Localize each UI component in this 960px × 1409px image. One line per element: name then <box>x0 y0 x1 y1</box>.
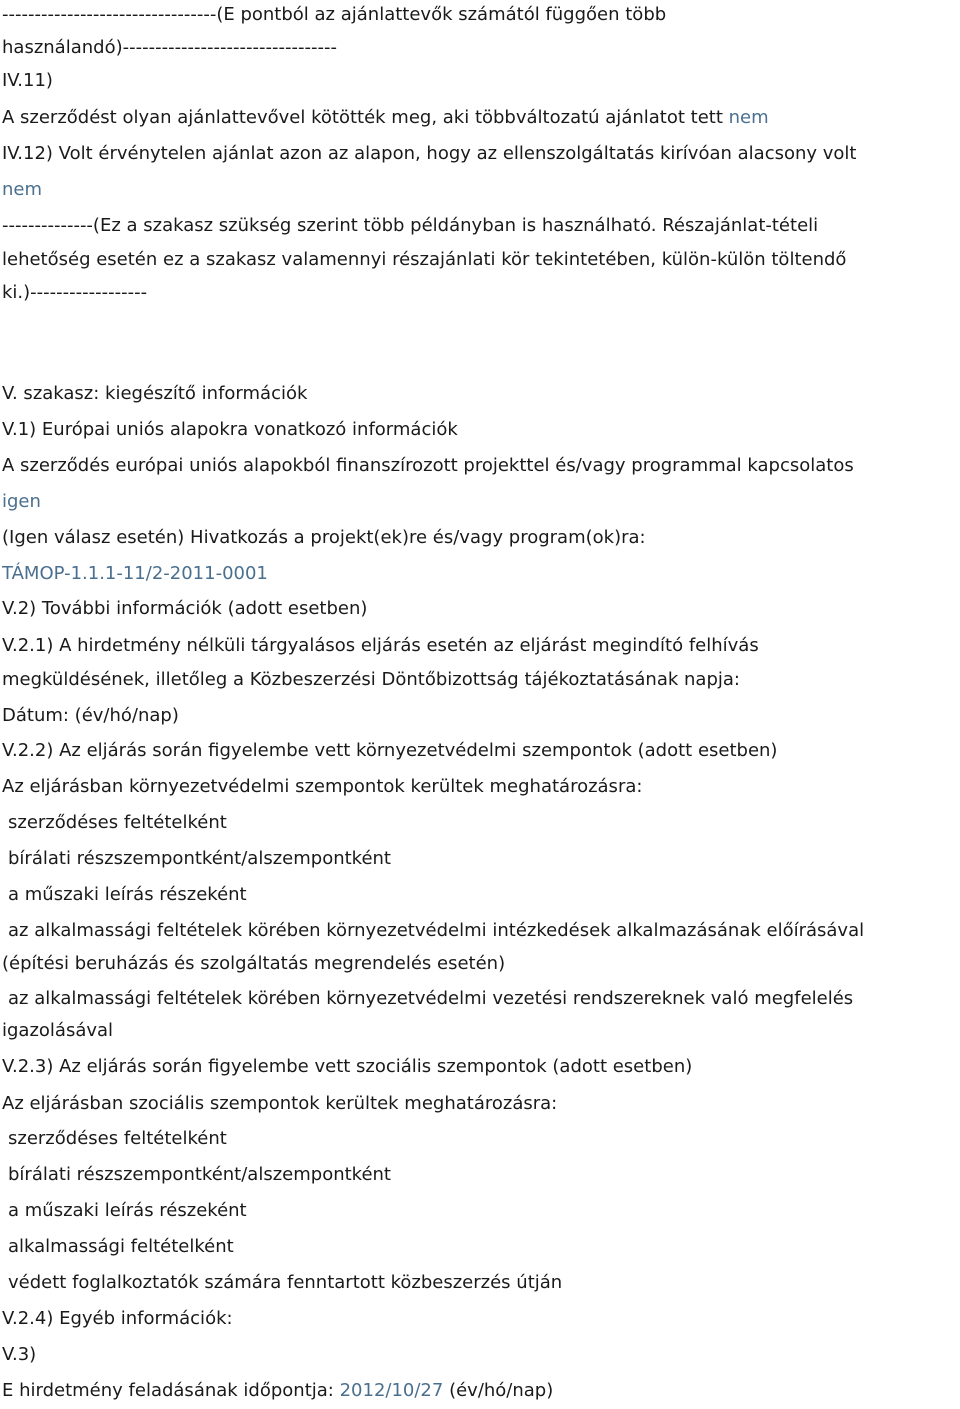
social-option-sheltered-workshops: védett foglalkoztatók számára fenntartott közbeszerzés útján <box>8 1272 563 1293</box>
social-option-evaluation-subcriterion: bírálati részszempontként/alszempontként <box>8 1164 391 1185</box>
dispatch-date-label: E hirdetmény feladásának időpontja: <box>2 1380 340 1401</box>
separator-text: ---------------------------------(E pontból az ajánlattevők számától függően több <box>2 4 667 25</box>
env-option-suitability-measures: az alkalmassági feltételek körében környezetvédelmi intézkedések alkalmazásának előírásával <box>8 920 865 941</box>
social-criteria-label: Az eljárásban szociális szempontok kerültek meghatározásra: <box>2 1093 558 1114</box>
section-iv-12-answer: nem <box>2 179 43 200</box>
section-iv-12-question: IV.12) Volt érvénytelen ajánlat azon az alapon, hogy az ellenszolgáltatás kirívóan alacsony volt <box>2 143 857 164</box>
note-line-1: --------------(Ez a szakasz szükség szerint több példányban is használható. Részajánlat-tételi <box>2 215 819 236</box>
note-line-2: lehetőség esetén ez a szakasz valamennyi részajánlati kör tekintetében, külön-külön töltendő <box>2 249 847 270</box>
social-option-contract-condition: szerződéses feltételként <box>8 1128 227 1149</box>
project-reference-value: TÁMOP-1.1.1-11/2-2011-0001 <box>2 563 268 584</box>
eu-funds-answer: igen <box>2 491 41 512</box>
env-option-suitability-measures-cont: (építési beruházás és szolgáltatás megrendelés esetén) <box>2 953 506 974</box>
separator-text: használandó)--------------------------------- <box>2 37 337 58</box>
section-v21-line-1: V.2.1) A hirdetmény nélküli tárgyalásos eljárás esetén az eljárást megindító felhívás <box>2 635 759 656</box>
variant-offer-answer: nem <box>728 107 769 128</box>
section-v1-heading: V.1) Európai uniós alapokra vonatkozó információk <box>2 419 458 440</box>
env-option-management-systems-cont: igazolásával <box>2 1020 114 1041</box>
section-v2-heading: V.2) További információk (adott esetben) <box>2 598 368 619</box>
separator-line-multi-contract <box>2 4 666 26</box>
social-option-technical-spec: a műszaki leírás részeként <box>8 1200 247 1221</box>
env-option-contract-condition: szerződéses feltételként <box>8 812 227 833</box>
env-option-technical-spec: a műszaki leírás részeként <box>8 884 247 905</box>
section-v23-heading: V.2.3) Az eljárás során figyelembe vett szociális szempontok (adott esetben) <box>2 1056 693 1077</box>
dispatch-date-format: (év/hó/nap) <box>443 1380 554 1401</box>
section-iv-11-heading: IV.11) <box>2 70 53 91</box>
variant-offer-row <box>2 107 769 129</box>
note-line-3: ki.)------------------ <box>2 282 148 303</box>
dispatch-date-row <box>2 1380 553 1402</box>
env-option-evaluation-subcriterion: bírálati részszempontként/alszempontként <box>8 848 391 869</box>
date-label: Dátum: (év/hó/nap) <box>2 705 179 726</box>
section-v24-heading: V.2.4) Egyéb információk: <box>2 1308 233 1329</box>
section-v21-line-2: megküldésének, illetőleg a Közbeszerzési Döntőbizottság tájékoztatásának napja: <box>2 669 740 690</box>
section-v3-heading: V.3) <box>2 1344 37 1365</box>
environmental-criteria-label: Az eljárásban környezetvédelmi szempontok kerültek meghatározásra: <box>2 776 643 797</box>
section-v22-heading: V.2.2) Az eljárás során figyelembe vett környezetvédelmi szempontok (adott esetben) <box>2 740 778 761</box>
env-option-management-systems: az alkalmassági feltételek körében környezetvédelmi vezetési rendszereknek való megfelelés <box>8 988 854 1009</box>
eu-funds-question: A szerződés európai uniós alapokból finanszírozott projekttel és/vagy programmal kapcsolatos <box>2 455 854 476</box>
variant-offer-question: A szerződést olyan ajánlattevővel kötötték meg, aki többváltozatú ajánlatot tett <box>2 107 729 128</box>
social-option-suitability: alkalmassági feltételként <box>8 1236 234 1257</box>
separator-line-end <box>2 37 337 59</box>
project-reference-label: (Igen válasz esetén) Hivatkozás a projekt(ek)re és/vagy program(ok)ra: <box>2 527 646 548</box>
dispatch-date-value: 2012/10/27 <box>339 1380 444 1401</box>
section-v-title: V. szakasz: kiegészítő információk <box>2 383 308 404</box>
